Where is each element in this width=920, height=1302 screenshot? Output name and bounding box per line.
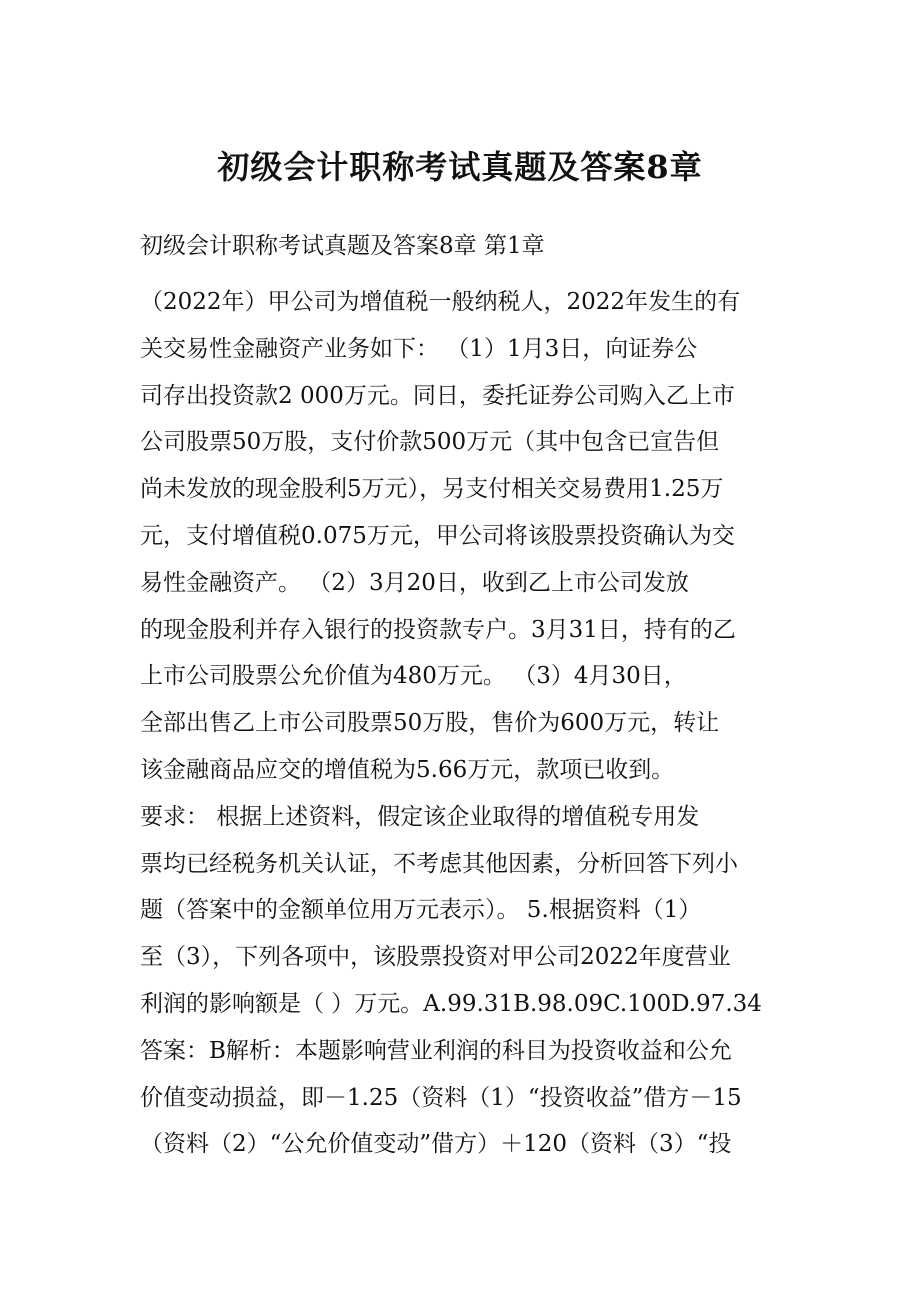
body-line: 价值变动损益，即－1.25（资料（1）“投资收益”借方－15 — [140, 1084, 742, 1111]
body-line: 的现金股利并存入银行的投资款专户。3月31日，持有的乙 — [140, 616, 736, 643]
body-line: 司存出投资款2 000万元。同日，委托证券公司购入乙上市 — [140, 382, 735, 409]
body-line: 题（答案中的金额单位用万元表示）。 5.根据资料（1） — [140, 897, 702, 924]
body-line: （2022年）甲公司为增值税一般纳税人，2022年发生的有 — [140, 289, 741, 315]
body-line: 答案：B解析：本题影响营业利润的科目为投资收益和公允 — [140, 1037, 732, 1064]
body-line: 易性金融资产。 （2）3月20日，收到乙上市公司发放 — [140, 569, 689, 596]
chapter-heading: 初级会计职称考试真题及答案8章 第1章 — [140, 233, 545, 259]
body-line: 至（3），下列各项中，该股票投资对甲公司2022年度营业 — [140, 944, 731, 971]
body-line: 利润的影响额是（ ）万元。A.99.31B.98.09C.100D.97.34 — [140, 990, 762, 1017]
body-line: 要求： 根据上述资料，假定该企业取得的增值税专用发 — [140, 803, 700, 830]
body-line: 尚未发放的现金股利5万元），另支付相关交易费用1.25万 — [140, 476, 724, 503]
body-line: （资料（2）“公允价值变动”借方）＋120（资料（3）“投 — [140, 1131, 732, 1158]
body-line: 全部出售乙上市公司股票50万股，售价为600万元，转让 — [140, 710, 720, 737]
body-line: 上市公司股票公允价值为480万元。 （3）4月30日， — [140, 663, 687, 690]
question-body — [140, 279, 800, 1168]
body-line: 票均已经税务机关认证，不考虑其他因素，分析回答下列小 — [140, 850, 738, 877]
body-line: 公司股票50万股，支付价款500万元（其中包含已宣告但 — [140, 429, 720, 456]
body-line: 该金融商品应交的增值税为5.66万元，款项已收到。 — [140, 756, 675, 783]
body-line: 关交易性金融资产业务如下： （1）1月3日，向证券公 — [140, 335, 698, 362]
body-line: 元，支付增值税0.075万元，甲公司将该股票投资确认为交 — [140, 522, 735, 549]
document-title: 初级会计职称考试真题及答案8章 — [217, 148, 703, 186]
